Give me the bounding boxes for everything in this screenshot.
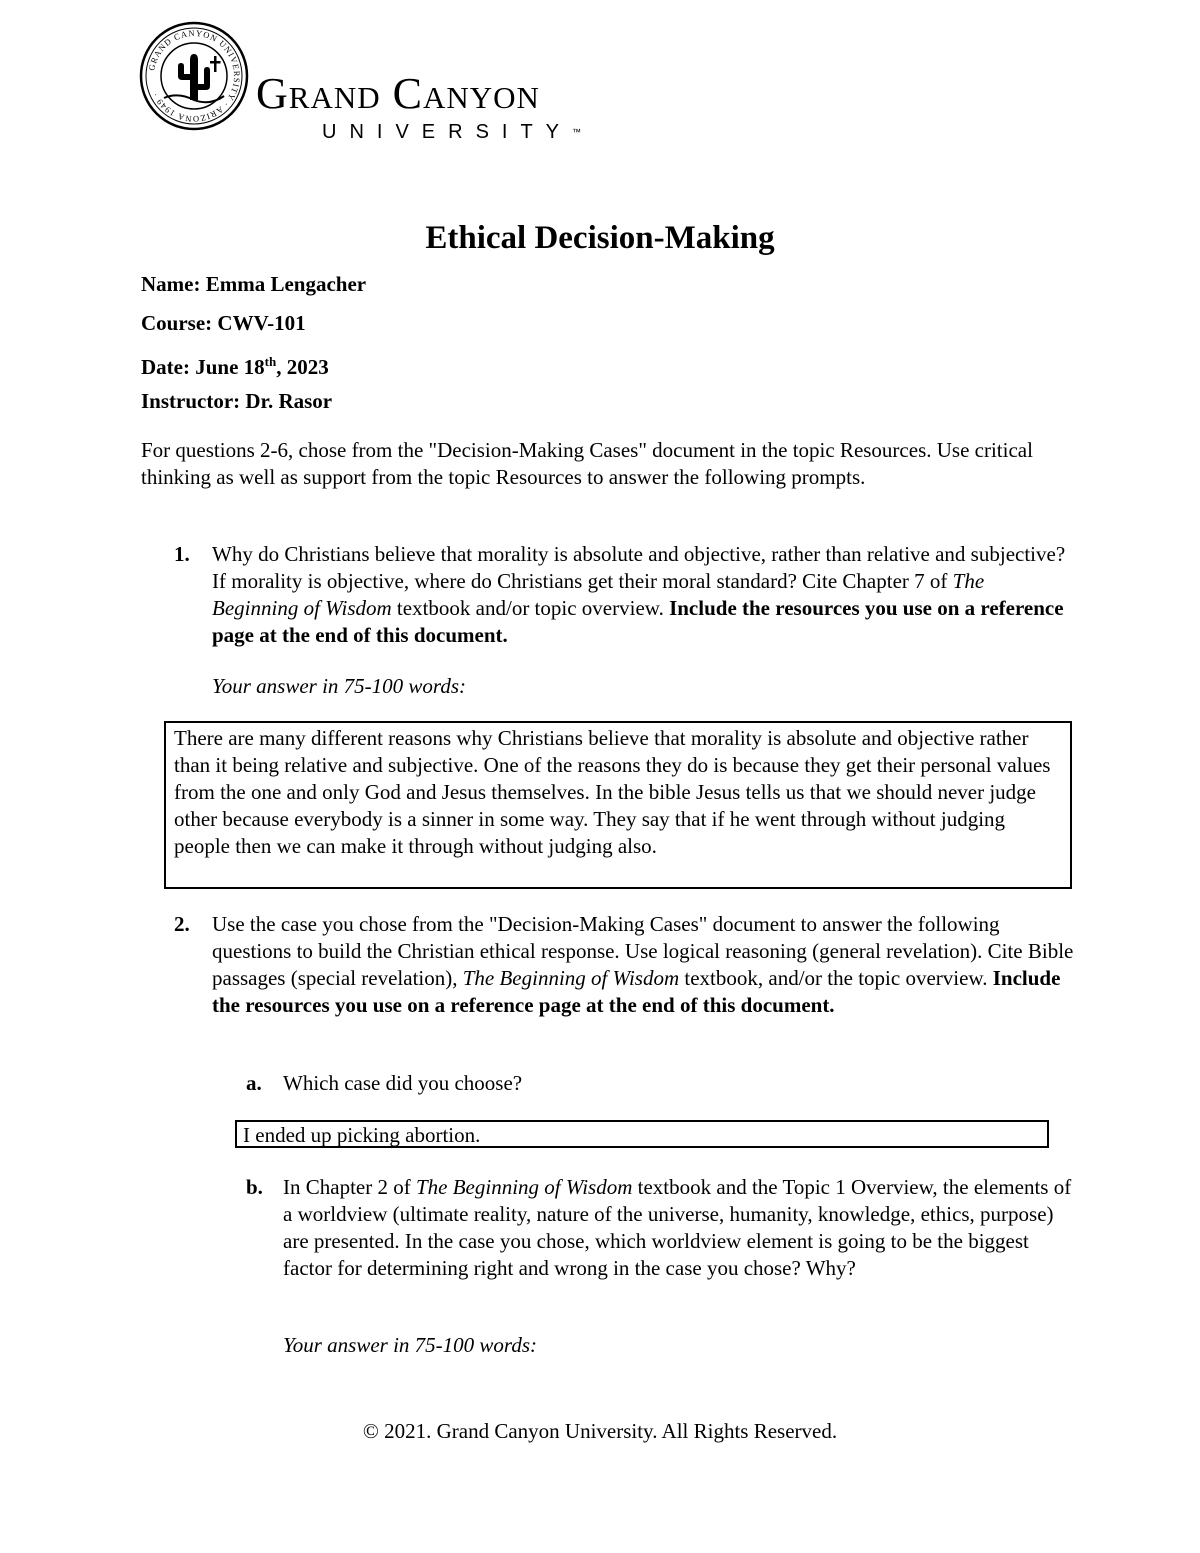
- question-1-answer-box: There are many different reasons why Christians believe that morality is absolute and objective rather than it being relative and subjective. One of the reasons they do is because they get their personal values from the one and only God and Jesus themselves. In the bible Jesus tells us that we should never judge other because everybody is a sinner in some way. They say that if he went through without judging people then we can make it through without judging also.: [164, 721, 1072, 889]
- date: Date: June 18th, 2023: [141, 354, 329, 379]
- course: Course: CWV-101: [141, 311, 306, 335]
- question-1-answer-label: Your answer in 75-100 words:: [212, 674, 466, 698]
- university-logo: [138, 20, 638, 143]
- question-2a-answer-box: I ended up picking abortion.: [235, 1120, 1049, 1148]
- wordmark-grand-canyon: Grand Canyon: [256, 69, 540, 118]
- wordmark-university: UNIVERSITY™: [322, 121, 582, 143]
- question-2-text: Use the case you chose from the "Decision-Making Cases" document to answer the following questions to build the Christian ethical response. Use logical reasoning (general revelation). Cite Bible passages (special revelation), The Beginning of Wisdom textbook, and/or the topic overview. Include the resources you use on a reference page at the end of this document.: [212, 912, 1074, 1017]
- instructor: Instructor: Dr. Rasor: [141, 389, 333, 413]
- question-2b-text: In Chapter 2 of The Beginning of Wisdom textbook and the Topic 1 Overview, the elements of a worldview (ultimate reality, nature of the universe, humanity, knowledge, ethics, purpose) are presented. In the case you chose, which worldview element is going to be the biggest factor for determining right and wrong in the case you chose? Why?: [283, 1175, 1072, 1280]
- document-title: Ethical Decision-Making: [425, 220, 775, 256]
- copyright-footer: © 2021. Grand Canyon University. All Rights Reserved.: [362, 1419, 838, 1443]
- student-name: Name: Emma Lengacher: [141, 272, 367, 296]
- question-2b-answer-label: Your answer in 75-100 words:: [283, 1333, 537, 1357]
- question-1-number: 1.: [174, 542, 190, 566]
- svg-text:GRAND CANYON UNIVERSITY · ARIZ: GRAND CANYON UNIVERSITY · ARIZONA 1949 ·: [146, 27, 243, 125]
- question-2a-label: a.: [246, 1071, 262, 1095]
- question-2a-text: Which case did you choose?: [283, 1071, 523, 1095]
- question-2b-label: b.: [246, 1175, 263, 1199]
- university-seal-icon: [138, 20, 250, 132]
- question-2-number: 2.: [174, 912, 190, 936]
- intro-paragraph: For questions 2-6, chose from the "Decision-Making Cases" document in the topic Resources. Use critical thinking as well as support from the topic Resources to answer the following prompts.: [141, 438, 1033, 489]
- question-1-text: Why do Christians believe that morality is absolute and objective, rather than relative and subjective? If morality is objective, where do Christians get their moral standard? Cite Chapter 7 of The Beginning of Wisdom textbook and/or topic overview. Include the resources you use on a reference page at the end of this document.: [212, 542, 1066, 647]
